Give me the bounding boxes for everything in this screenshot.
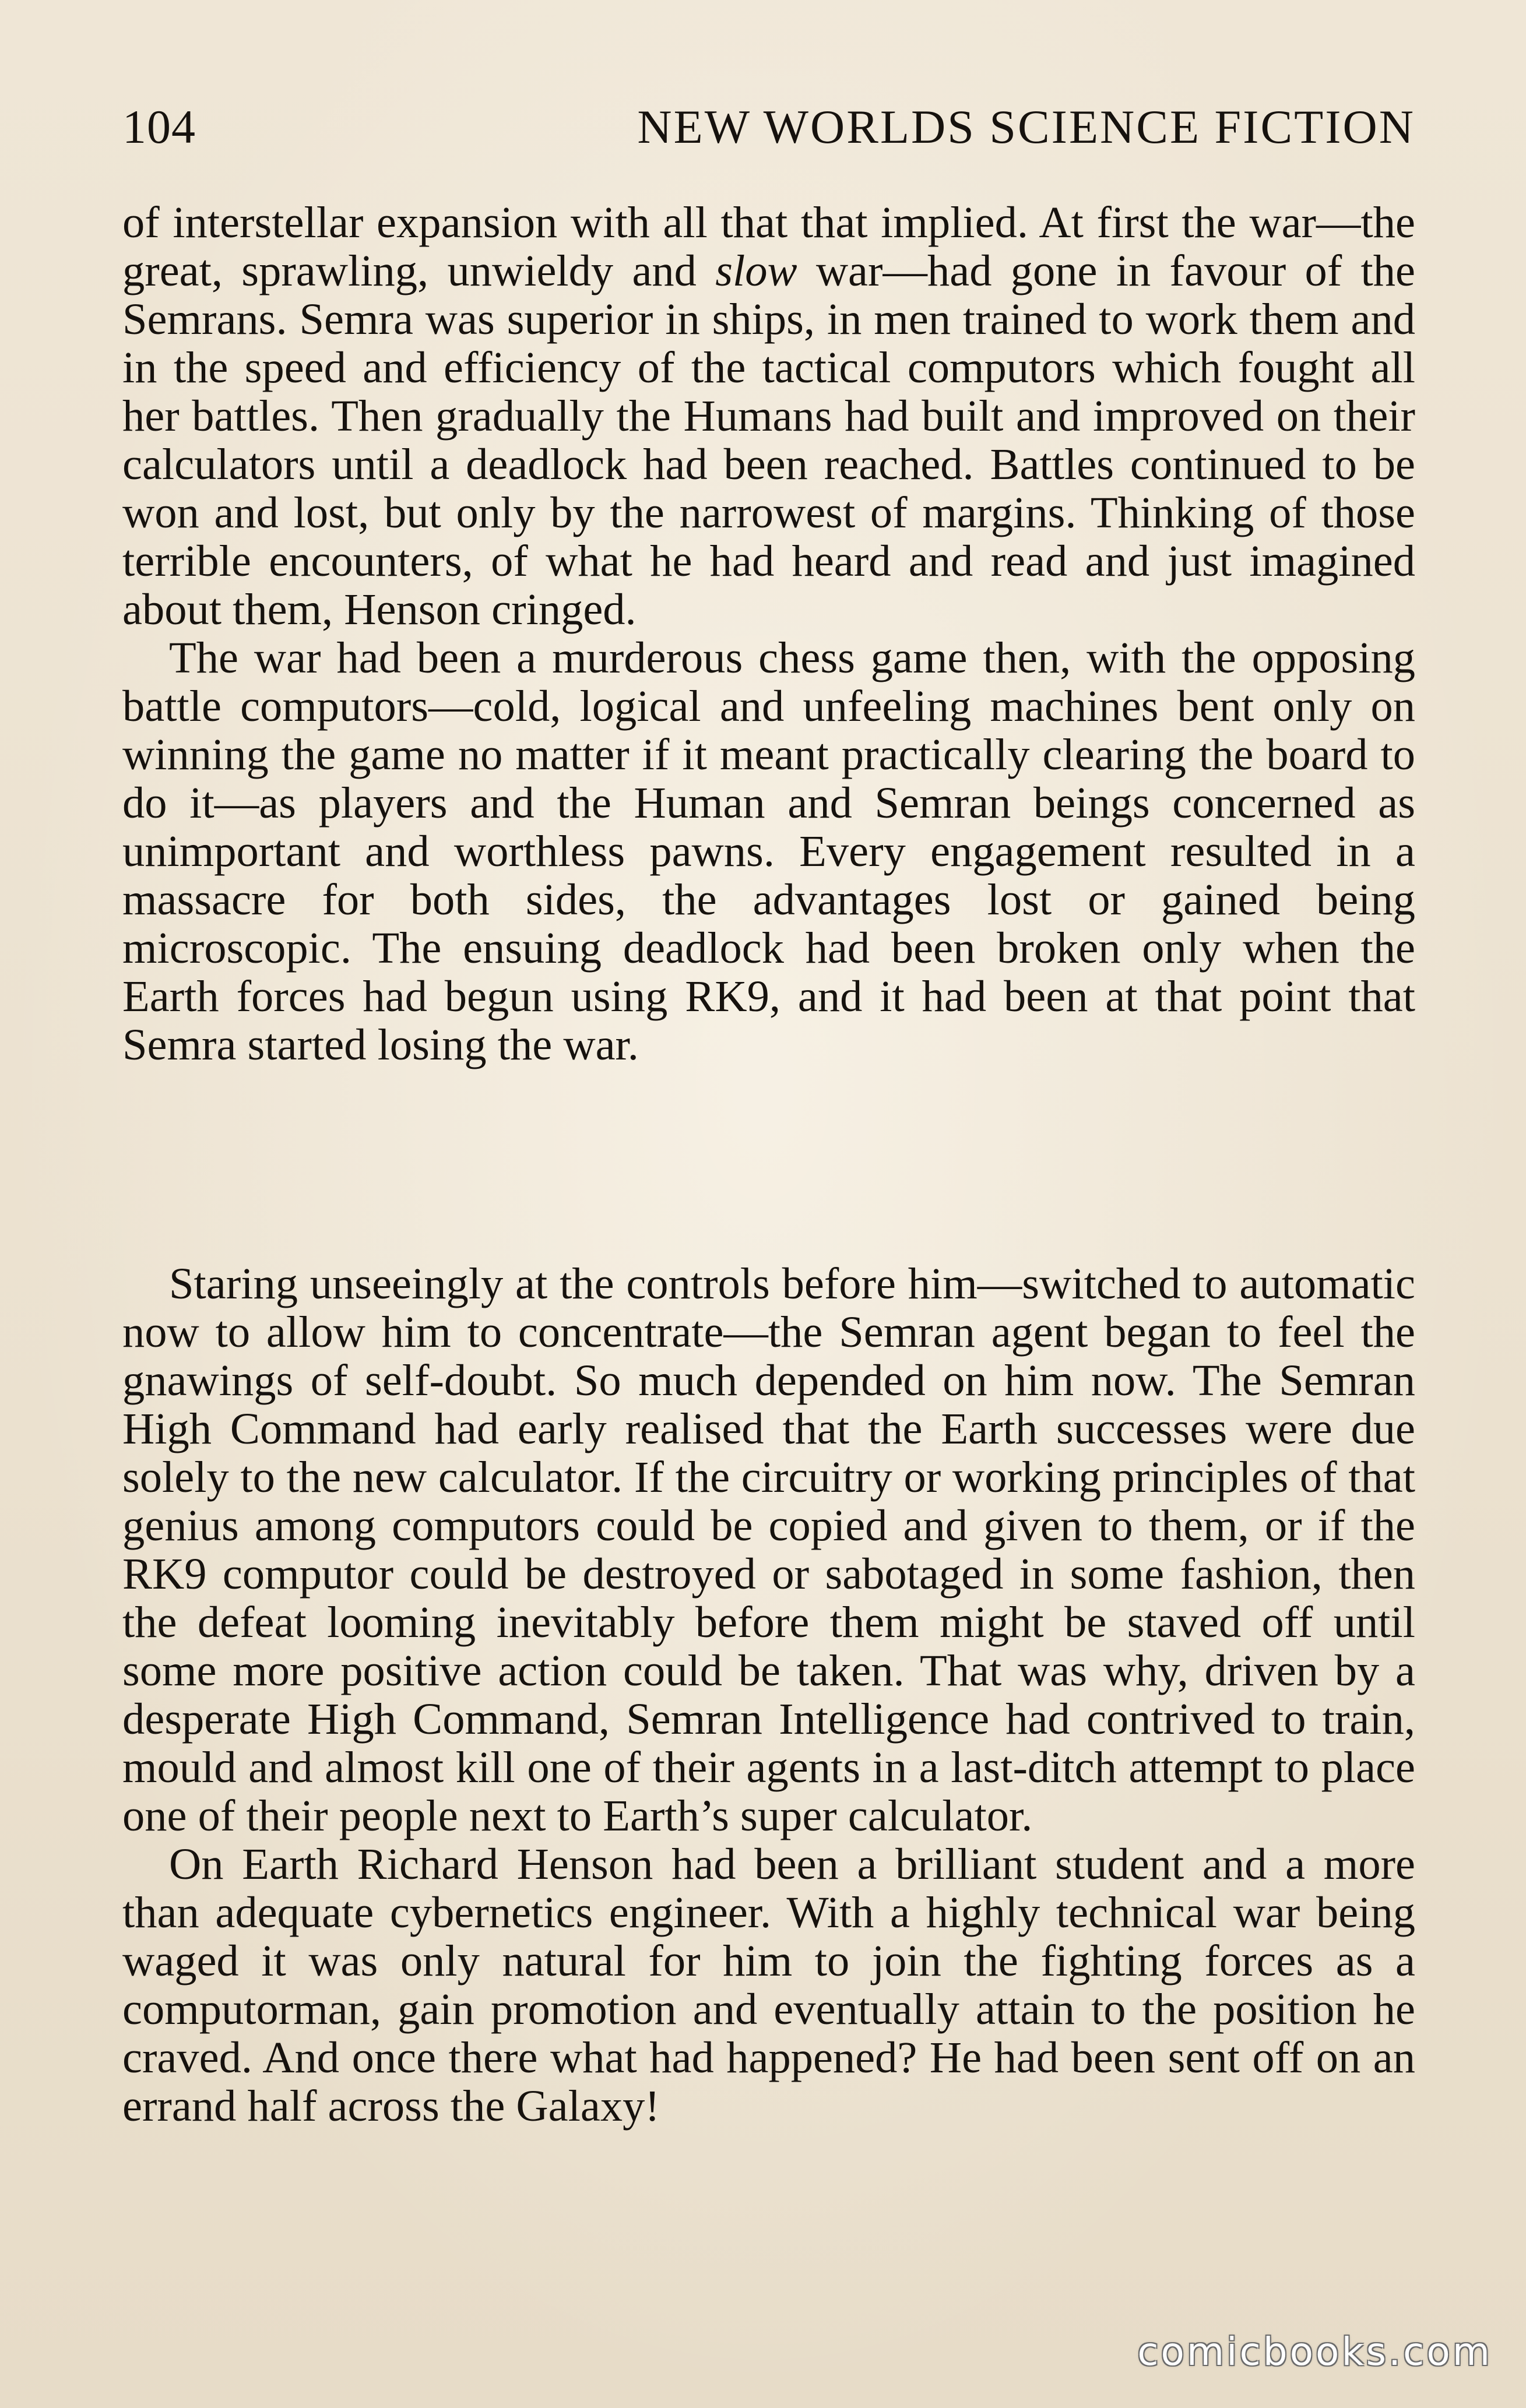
paragraph-1-end: war—had gone in favour of the Semrans. Semra was superior in ships, in men trained to work them and in the speed and efficiency of the tactical computors which fought all her battles. Then gradually the Humans had built and improved on their calculators until a deadlock had been reached. Battles continued to be won and lost, but only by the narrowest of margins. Thinking of those terrible encounters, of what he had heard and read and just imagined about them, Henson cringed.: [122, 246, 1415, 634]
text-block-lower: [122, 1259, 1415, 2130]
paragraph-3: Staring unseeingly at the controls before him—switched to automatic now to allow him to concentrate—the Semran agent began to feel the gnawings of self-doubt. So much depended on him now. The Semran High Command had early realised that the Earth successes were due solely to the new calculator. If the circuitry or working principles of that genius among computors could be copied and given to them, or if the RK9 computor could be destroyed or sabotaged in some fashion, then the defeat looming inevitably before them might be staved off until some more positive action could be taken. That was why, driven by a desperate High Command, Semran Intelligence had contrived to train, mould and almost kill one of their agents in a last-ditch attempt to place one of their people next to Earth’s super calculator.: [122, 1259, 1415, 1840]
journal-title: NEW WORLDS SCIENCE FICTION: [637, 100, 1415, 153]
running-head: [122, 98, 1415, 156]
paragraph-2: The war had been a murderous chess game then, with the opposing battle computors—cold, logical and unfeeling machines bent only on winning the game no matter if it meant practically clearing the board to do it—as players and the Human and Semran beings concerned as unimportant and worthless pawns. Every engagement resulted in a massacre for both sides, the advantages lost or gained being microscopic. The ensuing deadlock had been broken only when the Earth forces had begun using RK9, and it had been at that point that Semra started losing the war.: [122, 633, 1415, 1069]
paragraph-1-emphasis: slow: [715, 246, 797, 295]
page-number: 104: [122, 100, 196, 153]
text-block-upper: [122, 198, 1415, 1069]
paragraph-1-start: of interstellar expansion with all that that implied. At first the war—the great, sprawling, unwieldy and: [122, 198, 1415, 295]
paragraph-4: On Earth Richard Henson had been a brilliant student and a more than adequate cybernetics engineer. With a highly technical war being waged it was only natural for him to join the fighting forces as a computorman, gain promotion and eventually attain to the position he craved. And once there what had happened? He had been sent off on an errand half across the Galaxy!: [122, 1839, 1415, 2131]
watermark-logo: comicbooks.com: [1137, 2329, 1492, 2374]
paragraph-1: [122, 198, 1415, 633]
